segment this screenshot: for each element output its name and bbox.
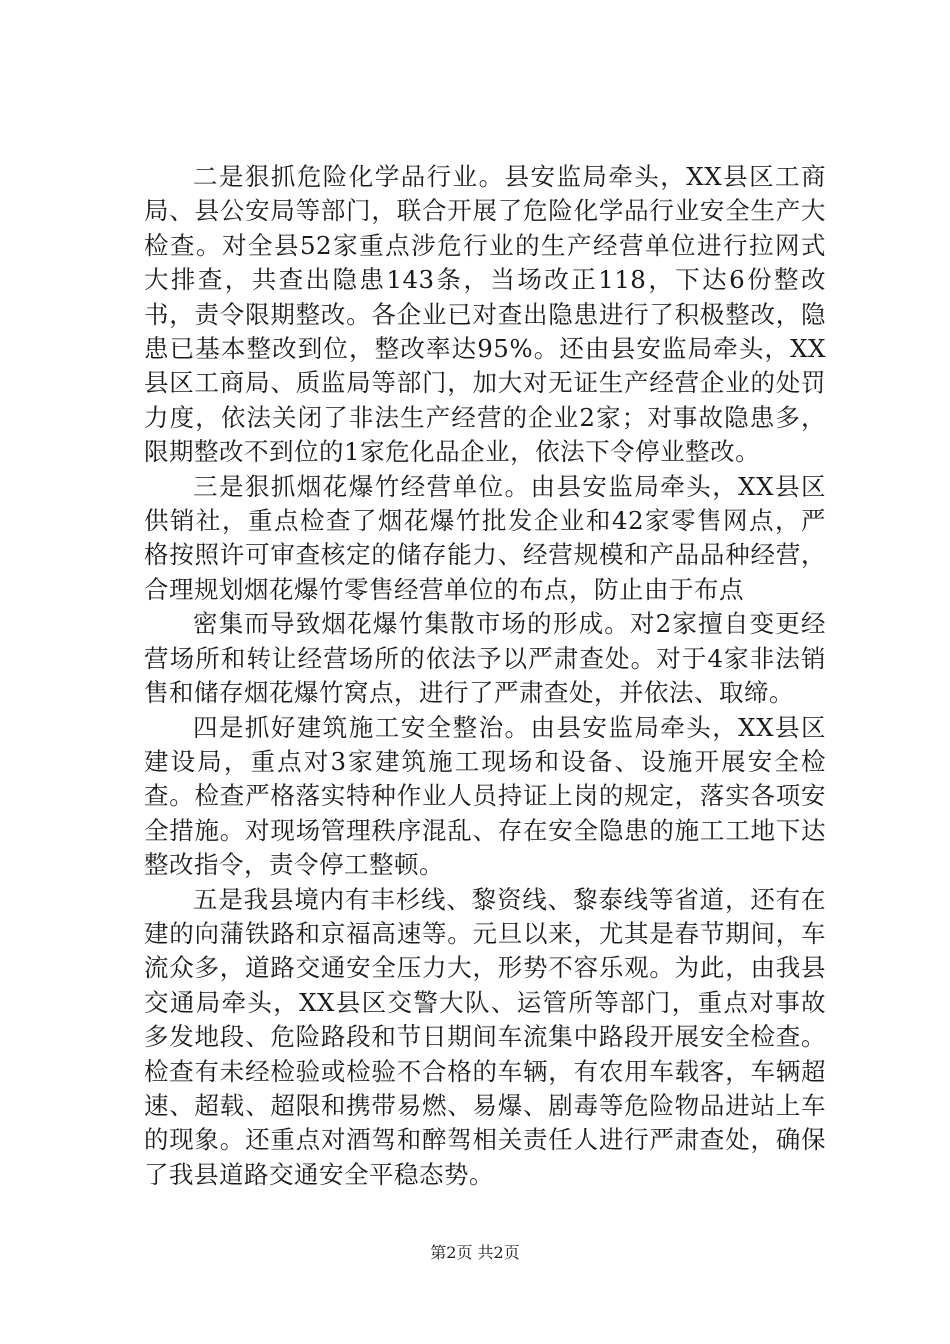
document-body [144,160,826,1192]
paragraph-road-traffic: 五是我县境内有丰杉线、黎资线、黎泰线等省道，还有在建的向蒲铁路和京福高速等。元旦以来，尤其是春节期间，车流众多，道路交通安全压力大，形势不容乐观。为此，由我县交通局牵头，XX县区交警大队、运管所等部门，重点对事故多发地段、危险路段和节日期间车流集中路段开展安全检查。检查有未经检验或检验不合格的车辆，有农用车载客，车辆超速、超载、超限和携带易燃、易爆、剧毒等危险物品进站上车的现象。还重点对酒驾和醉驾相关责任人进行严肃查处，确保了我县道路交通安全平稳态势。 [144,884,826,1189]
paragraph-hazardous-chemicals: 二是狠抓危险化学品行业。县安监局牵头，XX县区工商局、县公安局等部门，联合开展了危险化学品行业安全生产大检查。对全县52家重点涉危行业的生产经营单位进行拉网式大排查，共查出隐患143条，当场改正118，下达6份整改书，责令限期整改。各企业已对查出隐患进行了积极整改，隐患已基本整改到位，整改率达95%。还由县安监局牵头，XX县区工商局、质监局等部门，加大对无证生产经营企业的处罚力度，依法关闭了非法生产经营的企业2家；对事故隐患多，限期整改不到位的1家危化品企业，依法下令停业整改。 [144,162,826,467]
paragraph-fireworks: 三是狠抓烟花爆竹经营单位。由县安监局牵头，XX县区供销社，重点检查了烟花爆竹批发企业和42家零售网点，严格按照许可审查核定的储存能力、经营规模和产品品种经营，合理规划烟花爆竹零售经营单位的布点，防止由于布点 [144,471,826,604]
paragraph-construction: 四是抓好建筑施工安全整治。由县安监局牵头，XX县区建设局，重点对3家建筑施工现场和设备、设施开展安全检查。检查严格落实特种作业人员持证上岗的规定，落实各项安全措施。对现场管理秩序混乱、存在安全隐患的施工工地下达整改指令，责令停工整顿。 [144,712,826,880]
paragraph-fireworks-continued: 密集而导致烟花爆竹集散市场的形成。对2家擅自变更经营场所和转让经营场所的依法予以严肃查处。对于4家非法销售和储存烟花爆竹窝点，进行了严肃查处，并依法、取缔。 [144,609,826,708]
page-number-footer: 第2页 共2页 [430,1243,520,1262]
